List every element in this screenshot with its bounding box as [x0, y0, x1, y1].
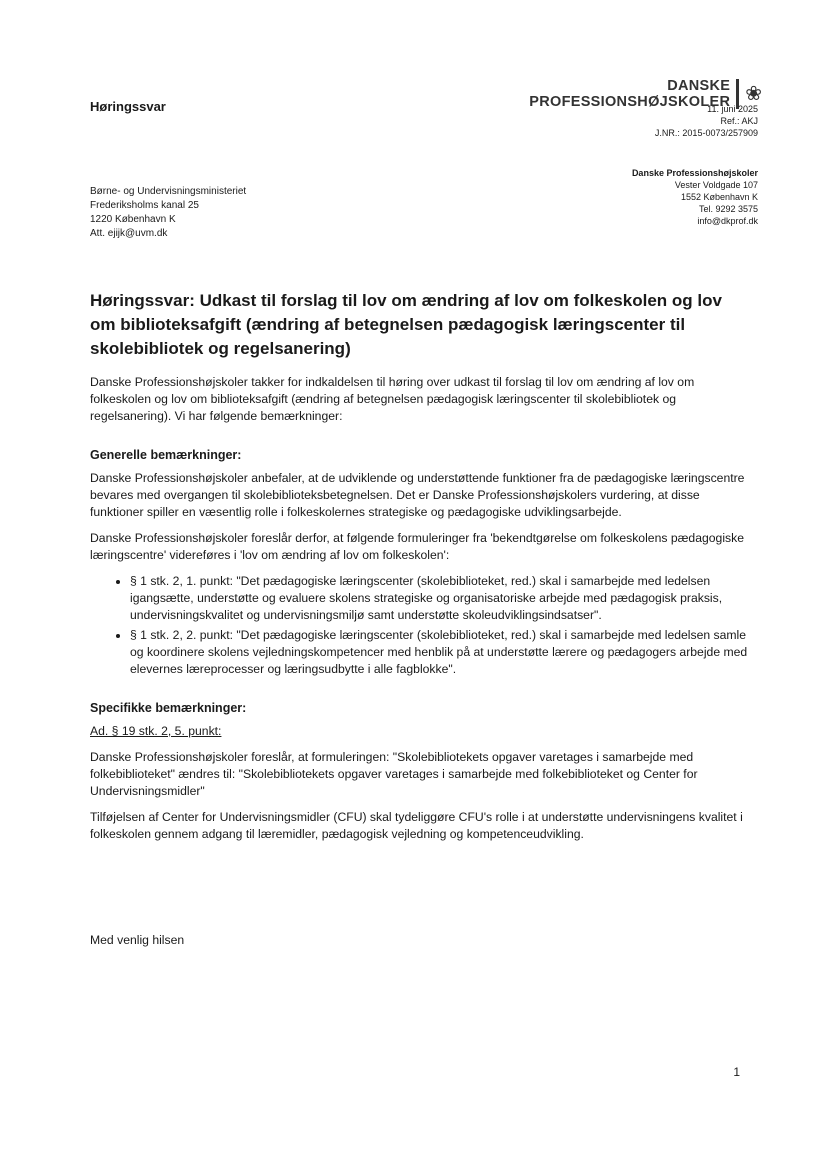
logo-line-1: DANSKE	[667, 78, 731, 94]
sender-address	[632, 167, 758, 227]
recipient-street: Frederiksholms kanal 25	[90, 200, 199, 211]
recipient-name: Børne- og Undervisningsministeriet	[90, 186, 247, 197]
denmark-map-icon: ❀	[745, 83, 762, 105]
sender-city: 1552 København K	[680, 192, 758, 202]
page-number: 1	[733, 1065, 740, 1079]
document-body	[90, 374, 750, 852]
specific-paragraph-2: Tilføjelsen af Center for Undervisningsmidler (CFU) skal tydeliggøre CFU's rolle i at understøtte undervisningens kvalitet i folkeskolen gennem adgang til læremidler, pædagogisk vejledning og kompetenceudvikling.	[90, 810, 743, 841]
recipient-att: Att. ejijk@uvm.dk	[90, 228, 168, 239]
general-paragraph-1: Danske Professionshøjskoler anbefaler, at de udviklende og understøttende funktioner fra de pædagogiske læringscentre bevares med overgangen til skolebiblioteksbetegnelsen. Det er Danske Professionshøjskolers vurdering, at disse funktioner spiller en væsentlig rolle i folkeskolernes strategiske og pædagogiske udviklingsarbejde.	[90, 471, 745, 519]
list-item: • § 1 stk. 2, 2. punkt: "Det pædagogiske læringscenter (skolebiblioteket, red.) skal i samarbejde med ledelsen samle og koordinere skolens vejledningskompetencer med henblik på at understøtte lærere og pædagogers arbejde med elevernes læreprocesser og læringsudbytte i alle fagblokke".	[130, 627, 750, 678]
document-title: Høringssvar: Udkast til forslag til lov om ændring af lov om folkeskolen og lov om biblioteksafgift (ændring af betegnelsen pædagogisk læringscenter til skolebibliotek og regelsanering)	[90, 291, 722, 358]
specific-heading: Specifikke bemærkninger:	[90, 701, 247, 715]
logo-line-2: PROFESSIONSHØJSKOLER	[529, 94, 731, 110]
sender-email: info@dkprof.dk	[697, 216, 758, 226]
date: 11. juni 2025	[707, 104, 758, 114]
proposal-list	[90, 573, 750, 678]
list-item: • § 1 stk. 2, 1. punkt: "Det pædagogiske læringscenter (skolebiblioteket, red.) skal i samarbejde med ledelsen igangsætte, understøtte og evaluere skolens strategiske og organisatoriske arbejde med pædagogisk praksis, undervisningskvalitet og undervisningsmiljø samt understøtte skoleudviklingsindsatser".	[130, 573, 750, 624]
general-paragraph-2: Danske Professionshøjskoler foreslår derfor, at følgende formuleringer fra 'bekendtgørelse om folkeskolens pædagogiske læringscentre' videreføres i 'lov om ændring af lov om folkeskolen':	[90, 531, 745, 562]
sender-name: Danske Professionshøjskoler	[631, 168, 758, 178]
recipient-city: 1220 København K	[90, 214, 176, 225]
specific-subheading: Ad. § 19 stk. 2, 5. punkt:	[90, 724, 222, 738]
document-meta	[655, 103, 758, 139]
sender-phone: Tel. 9292 3575	[698, 204, 758, 214]
closing: Med venlig hilsen	[90, 933, 185, 947]
journal-number: J.NR.: 2015-0073/257909	[654, 128, 758, 138]
general-heading: Generelle bemærkninger:	[90, 448, 242, 462]
reference: Ref.: AKJ	[720, 116, 758, 126]
recipient-address	[90, 185, 246, 241]
sender-street: Vester Voldgade 107	[674, 180, 758, 190]
document-type: Høringssvar	[90, 99, 166, 114]
intro-paragraph: Danske Professionshøjskoler takker for indkaldelsen til høring over udkast til forslag til lov om ændring af lov om folkeskolen og lov om biblioteksafgift (ændring af betegnelsen pædagogisk læringscenter til skolebibliotek og regelsanering). Vi har følgende bemærkninger:	[90, 375, 695, 423]
specific-paragraph-1: Danske Professionshøjskoler foreslår, at formuleringen: "Skolebibliotekets opgaver varetages i samarbejde med folkebiblioteket" ændres til: "Skolebibliotekets opgaver varetages i samarbejde med folkebiblioteket og Center for Undervisningsmidler"	[90, 750, 698, 798]
